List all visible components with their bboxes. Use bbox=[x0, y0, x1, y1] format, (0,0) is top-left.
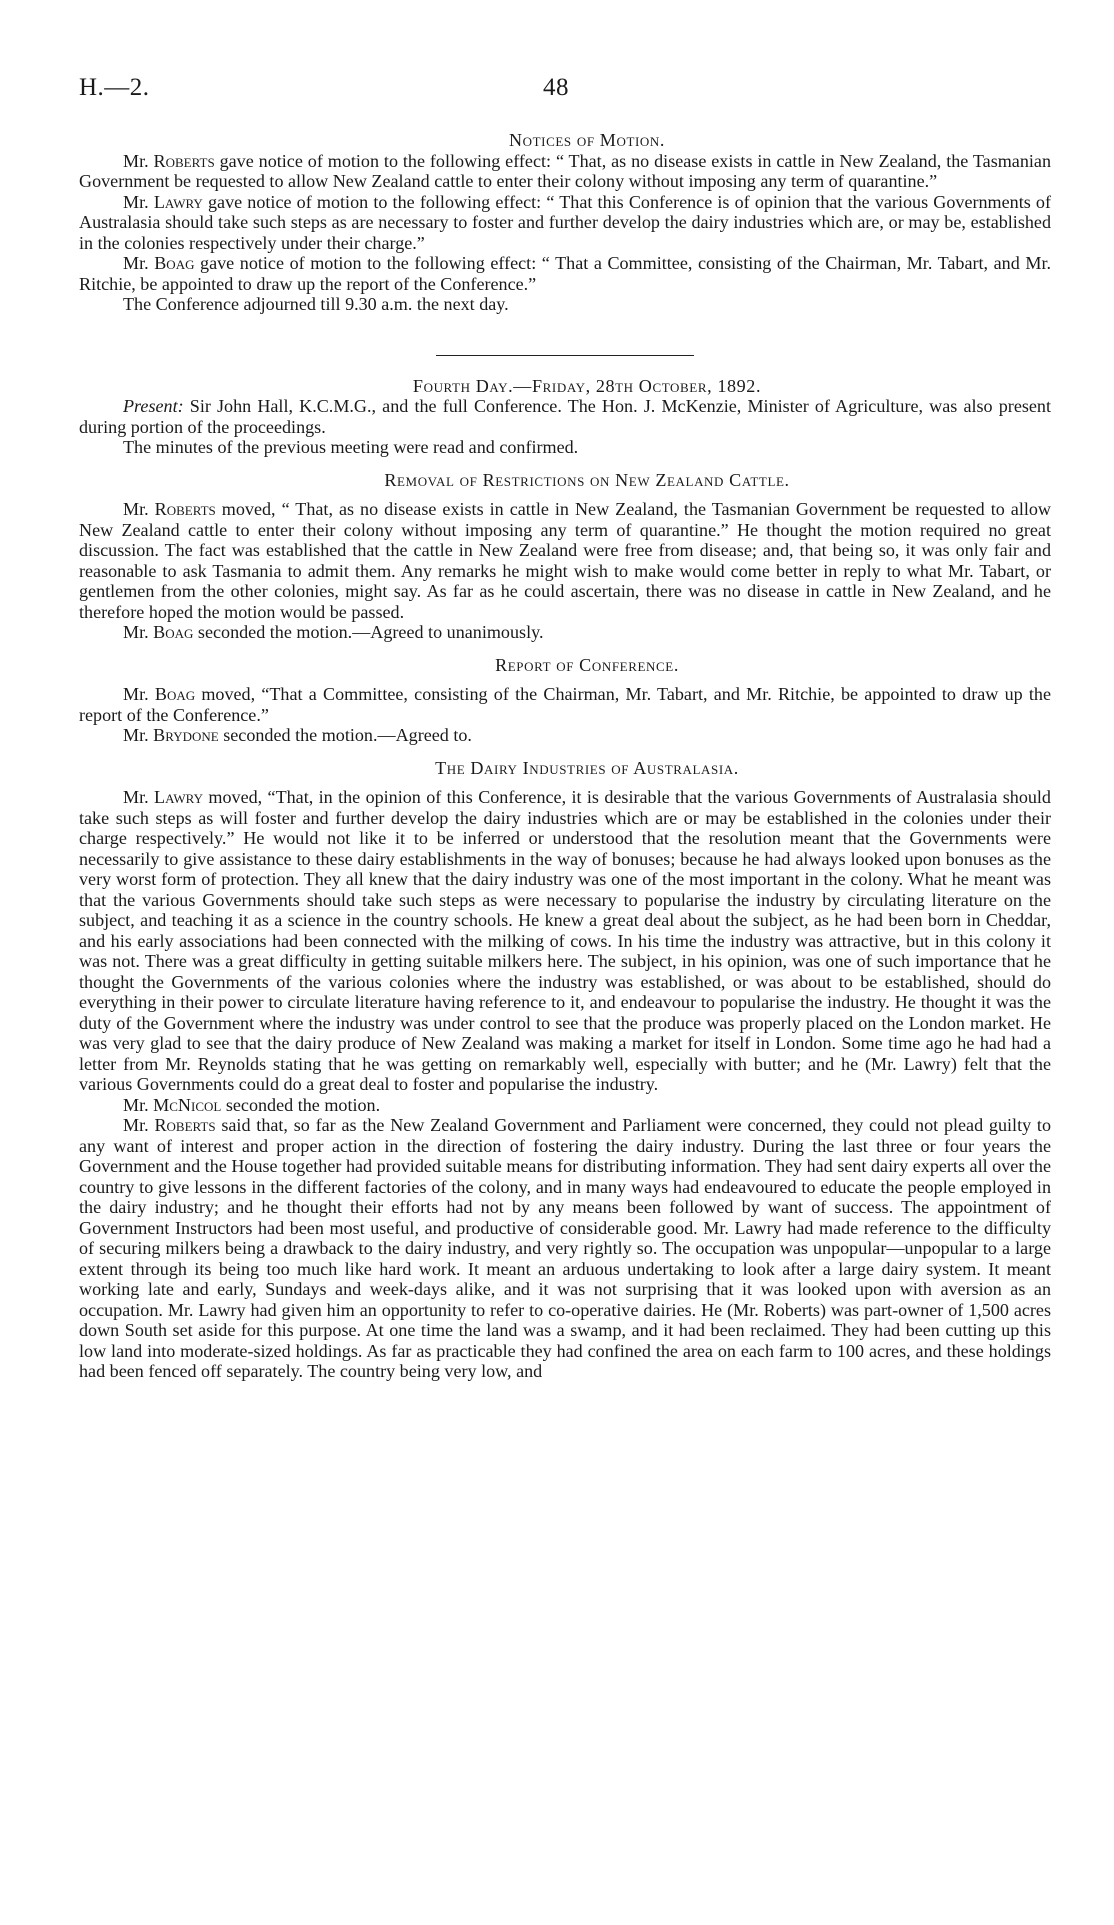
speaker-name: Roberts bbox=[153, 150, 215, 171]
paragraph: Mr. Roberts moved, “ That, as no disease exists in cattle in New Zealand, the Tasmanian Government be requested to allow New Zealand cattle to enter their colony without imposing any term of quarantine.” He thought the motion required no great discussion. The fact was established that the cattle in New Zealand were free from disease; and, that being so, it was only fair and reasonable to ask Tasmania to admit them. Any remarks he might wish to make would come better in reply to what Mr. Tabart, or gentlemen from the other colonies, might say. As far as he could ascertain, there was no disease in cattle in New Zealand, and he therefore hoped the motion would be passed. bbox=[79, 499, 1051, 622]
paragraph: Mr. Boag gave notice of motion to the following effect: “ That a Committee, consisting of the Chairman, Mr. Tabart, and Mr. Ritchie, be appointed to draw up the report of the Conference.” bbox=[79, 253, 1052, 294]
speaker-name: Boag bbox=[153, 622, 194, 642]
section-heading-dairy: The Dairy Industries of Australasia. bbox=[435, 757, 739, 778]
document-reference: H.—2. bbox=[79, 74, 150, 101]
speaker-name: Brydone bbox=[153, 725, 219, 745]
document-body bbox=[79, 130, 1051, 1382]
paragraph: Mr. Lawry moved, “That, in the opinion of this Conference, it is desirable that the various Governments of Australasia should take such steps as will foster and further develop the dairy industries which are or may be established in the colonies under their charge respectively.” He would not like it to be inferred or understood that the resolution meant that the Governments were necessarily to give assistance to these dairy establishments in the way of bonuses; because he had always looked upon bonuses as the very worst form of protection. They all knew that the dairy industry was one of the most important in the colony. What he meant was that the various Governments should take such steps as were necessary to popularise the industry by circulating literature on the subject, and teaching it as a science in the country schools. He knew a great deal about the subject, as he had been born in Cheddar, and his early associations had been connected with the milking of cows. In his time the industry was attractive, but in this colony it was not. There was a great difficulty in getting suitable milkers here. The subject, in his opinion, was one of such importance that he thought the Governments of the various colonies where the industry was established, or was about to be established, should do everything in their power to circulate literature having reference to it, and endeavour to popularise the industry. He thought it was the duty of the Government where the industry was under control to see that the produce was properly placed on the London market. He was very glad to see that the dairy produce of New Zealand was making a market for itself in London. Some time ago he had had a letter from Mr. Reynolds stating that he was getting on remarkably well, especially with butter; and he (Mr. Lawry) felt that the various Governments could do a great deal to foster and popularise the industry. bbox=[79, 787, 1051, 1094]
paragraph: The Conference adjourned till 9.30 a.m. the next day. bbox=[123, 294, 509, 314]
speaker-name: Lawry bbox=[154, 787, 204, 807]
speaker-name: Boag bbox=[154, 684, 196, 704]
paragraph: Mr. Roberts gave notice of motion to the following effect: “ That, as no disease exists in cattle in New Zealand, the Tasmanian Government be requested to allow New Zealand cattle to enter their colony without imposing any term of quarantine.” bbox=[79, 150, 1051, 191]
section-heading-notices: Notices of Motion. bbox=[508, 130, 666, 150]
paragraph: Mr. Lawry gave notice of motion to the following effect: “ That this Conference is of opinion that the various Governments of Australasia should take such steps as are necessary to foster and further develop the dairy industries which are, or may be, established in the colonies respectively under their charge.” bbox=[79, 191, 1051, 253]
speaker-name: Boag bbox=[154, 253, 195, 273]
page-number: 48 bbox=[543, 74, 569, 101]
speaker-name: Lawry bbox=[153, 191, 203, 212]
section-heading-removal: Removal of Restrictions on New Zealand Cattle. bbox=[384, 469, 790, 490]
paragraph: The minutes of the previous meeting were read and confirmed. bbox=[123, 437, 579, 457]
paragraph: Mr. Brydone seconded the motion.—Agreed to. bbox=[123, 725, 472, 745]
paragraph: Mr. McNicol seconded the motion. bbox=[123, 1094, 381, 1115]
day-heading: Fourth Day.—Friday, 28th October, 1892. bbox=[412, 375, 762, 396]
section-heading-report: Report of Conference. bbox=[495, 654, 679, 675]
paragraph: Mr. Boag seconded the motion.—Agreed to unanimously. bbox=[123, 622, 544, 642]
speaker-name: Roberts bbox=[154, 1115, 216, 1135]
speaker-name: McNicol bbox=[153, 1094, 222, 1115]
paragraph: Mr. Boag moved, “That a Committee, consisting of the Chairman, Mr. Tabart, and Mr. Ritchie, be appointed to draw up the report of the Conference.” bbox=[79, 684, 1051, 725]
speaker-name: Roberts bbox=[154, 499, 216, 519]
paragraph: Mr. Roberts said that, so far as the New Zealand Government and Parliament were concerned, they could not plead guilty to any want of interest and proper action in the direction of fostering the dairy industry. During the last three or four years the Government and the House together had provided suitable means for distributing information. They had sent dairy experts all over the country to give lessons in the different factories of the colony, and in many ways had endeavoured to educate the people employed in the dairy industry; and he thought their efforts had not by any means been followed by want of success. The appointment of Government Instructors had been most useful, and productive of considerable good. Mr. Lawry had made reference to the difficulty of securing milkers being a drawback to the dairy industry, and very rightly so. The occupation was unpopular—unpopular to a large extent through its being too much like hard work. It meant an arduous undertaking to look after a large dairy system. It meant working late and early, Sundays and week-days alike, and it was not surprising that it was looked upon with aversion as an occupation. Mr. Lawry had given him an opportunity to refer to co-operative dairies. He (Mr. Roberts) was part-owner of 1,500 acres down South set aside for this purpose. At one time the land was a swamp, and it had been reclaimed. They had been cutting up this low land into moderate-sized holdings. As far as practicable they had confined the area on each farm to 100 acres, and these holdings had been fenced off separately. The country being very low, and bbox=[79, 1115, 1052, 1381]
present-label: Present: bbox=[123, 396, 184, 416]
paragraph: Present: Sir John Hall, K.C.M.G., and the full Conference. The Hon. J. McKenzie, Minister of Agriculture, was also present during portion of the proceedings. bbox=[79, 396, 1051, 437]
